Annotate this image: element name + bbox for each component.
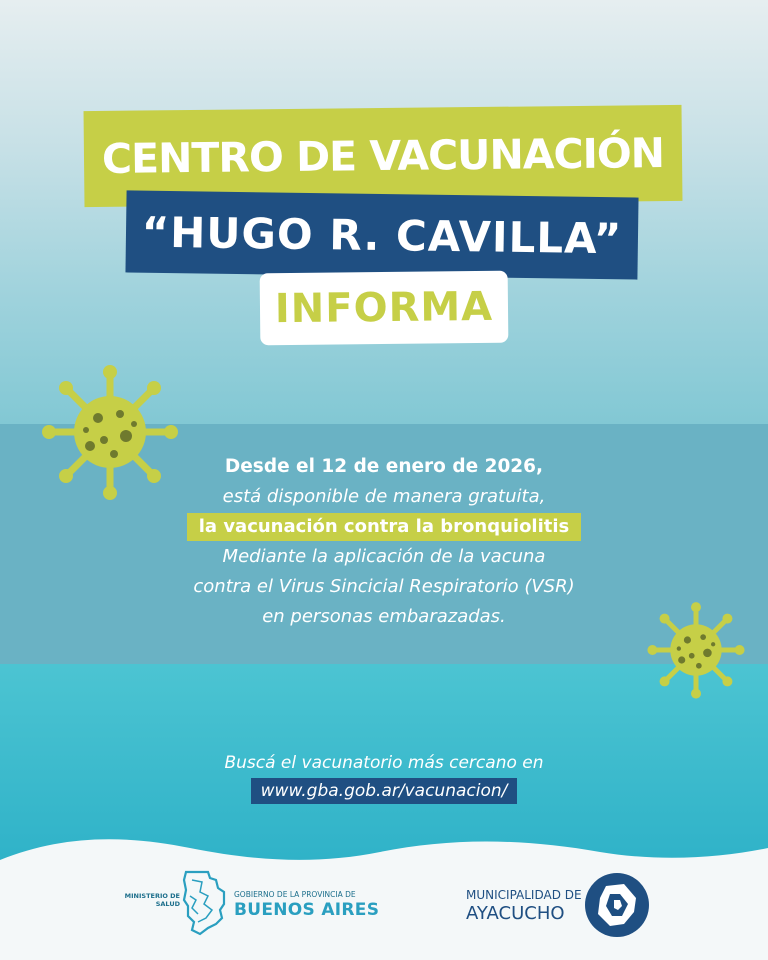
municipalidad-label: MUNICIPALIDAD DE bbox=[466, 888, 582, 902]
title-line-3: INFORMA bbox=[274, 283, 494, 333]
announcement-line: contra el Virus Sincicial Respiratorio (VSR) bbox=[193, 576, 575, 597]
gobierno-label: GOBIERNO DE LA PROVINCIA DE bbox=[234, 890, 356, 899]
announcement-line: Mediante la aplicación de la vacuna bbox=[222, 546, 546, 567]
buenos-aires-province-icon bbox=[182, 870, 228, 936]
ministerio-line-1: MINISTERIO DE bbox=[124, 892, 180, 900]
announcement-text bbox=[84, 452, 684, 632]
call-to-action bbox=[84, 750, 684, 804]
announcement-line: en personas embarazadas. bbox=[262, 606, 506, 627]
title-banner-blue bbox=[125, 190, 638, 279]
announcement-line: está disponible de manera gratuita, bbox=[222, 486, 546, 507]
title-line-2: “HUGO R. CAVILLA” bbox=[141, 207, 623, 263]
title-banner-white bbox=[260, 271, 509, 346]
ayacucho-logo-icon bbox=[584, 872, 650, 938]
vaccination-url-link[interactable]: www.gba.gob.ar/vacunacion/ bbox=[251, 778, 518, 804]
announcement-highlight: la vacunación contra la bronquiolitis bbox=[187, 513, 582, 541]
cta-text: Buscá el vacunatorio más cercano en bbox=[224, 753, 544, 773]
ministerio-line-2: SALUD bbox=[155, 900, 180, 908]
buenos-aires-label: BUENOS AIRES bbox=[234, 900, 380, 920]
ayacucho-label: AYACUCHO bbox=[466, 903, 565, 924]
provincia-logo bbox=[110, 866, 410, 942]
announcement-date: Desde el 12 de enero de 2026, bbox=[224, 456, 544, 477]
title-line-1: CENTRO DE VACUNACIÓN bbox=[101, 129, 665, 183]
ministerio-label bbox=[118, 892, 180, 908]
municipalidad-logo bbox=[466, 870, 666, 940]
